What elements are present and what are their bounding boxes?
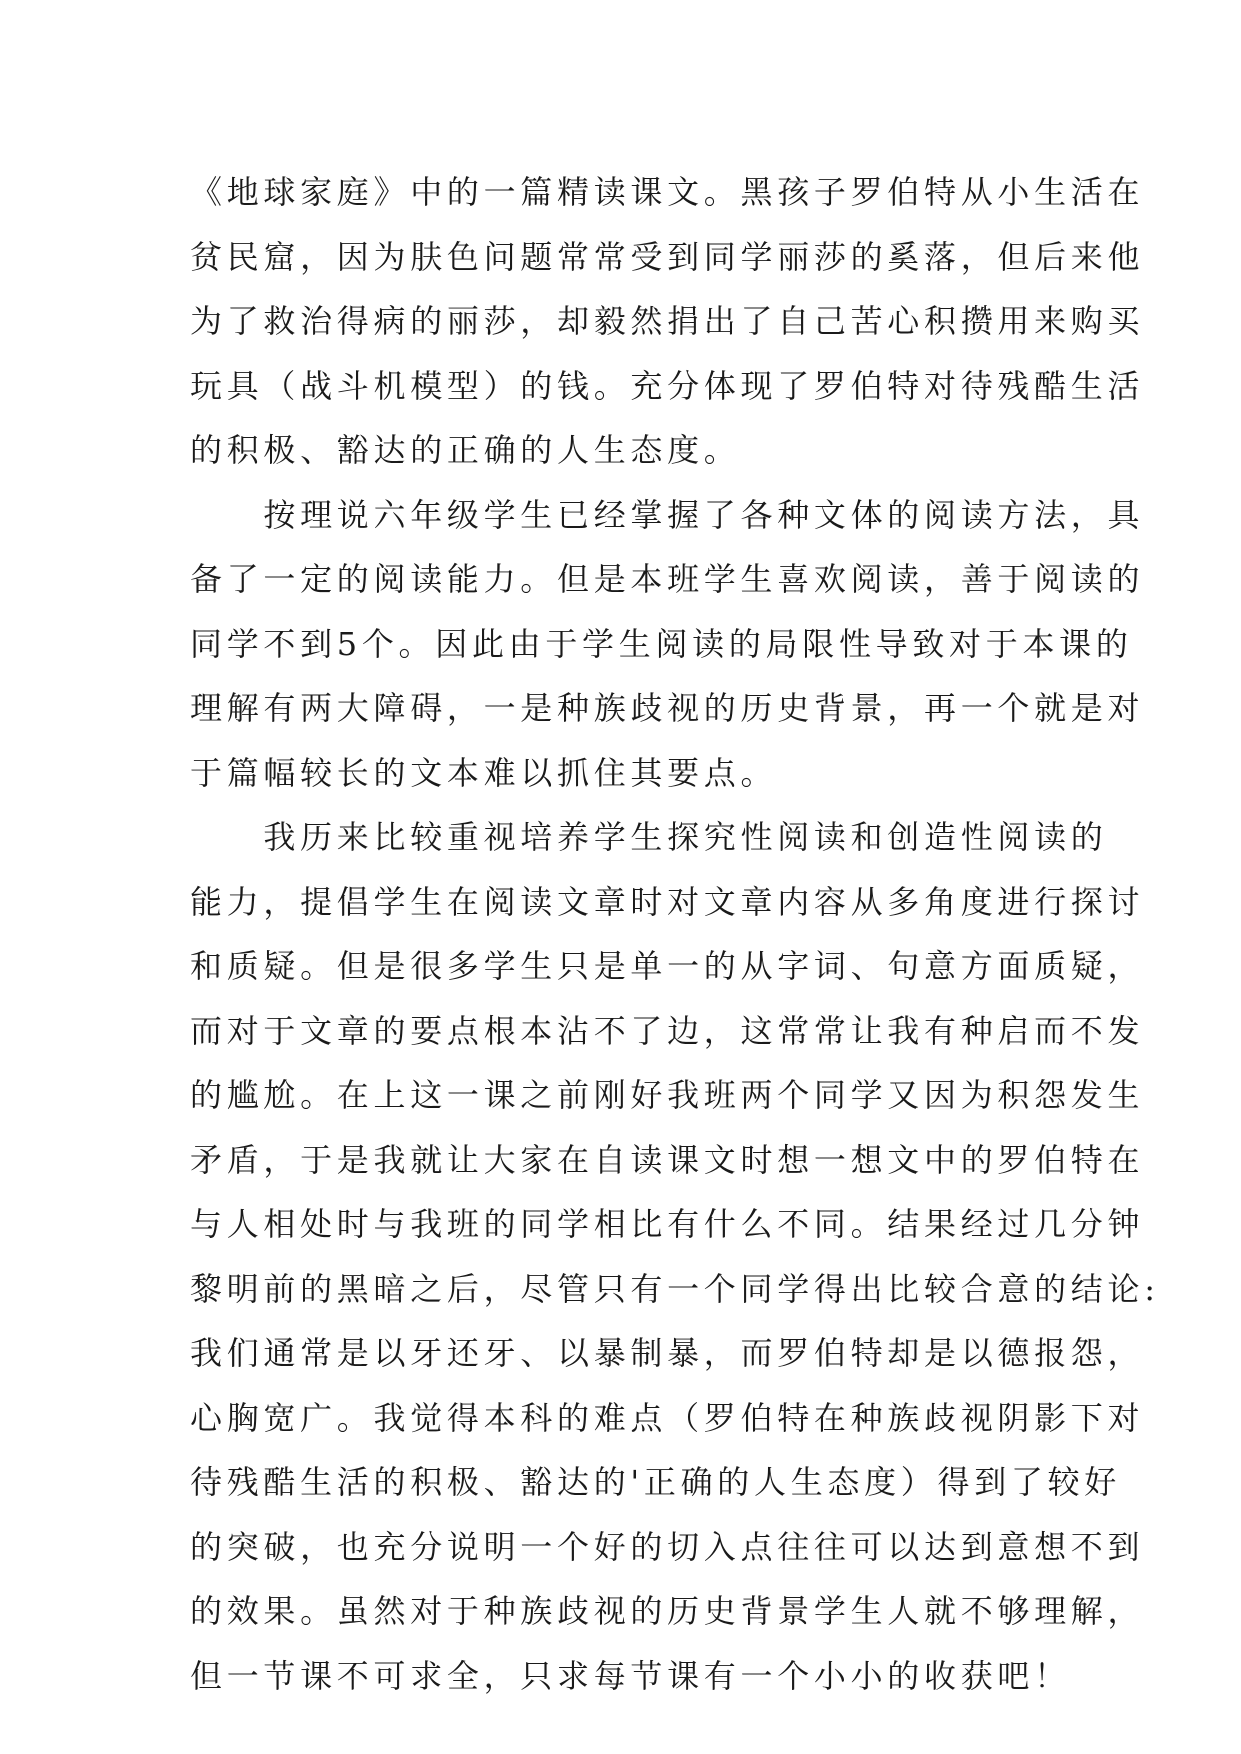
text-line: 的效果。虽然对于种族歧视的历史背景学生人就不够理解， <box>190 1592 1145 1630</box>
text-line: 我历来比较重视培养学生探究性阅读和创造性阅读的 <box>190 818 1108 856</box>
text-line: 但一节课不可求全，只求每节课有一个小小的收获吧！ <box>190 1656 1071 1695</box>
text-line: 《地球家庭》中的一篇精读课文。黑孩子罗伯特从小生活在 <box>190 173 1145 211</box>
text-line: 玩具（战斗机模型）的钱。充分体现了罗伯特对待残酷生活 <box>190 366 1145 405</box>
text-line: 与人相处时与我班的同学相比有什么不同。结果经过几分钟 <box>190 1205 1145 1243</box>
body-text <box>190 160 1160 1708</box>
text-line: 备了一定的阅读能力。但是本班学生喜欢阅读，善于阅读的 <box>190 560 1145 598</box>
text-line: 的积极、豁达的正确的人生态度。 <box>190 431 741 469</box>
text-line: 心胸宽广。我觉得本科的难点（罗伯特在种族歧视阴影下对 <box>190 1398 1145 1437</box>
text-line: 黎明前的黑暗之后，尽管只有一个同学得出比较合意的结论: <box>190 1269 1160 1308</box>
text-line: 的尴尬。在上这一课之前刚好我班两个同学又因为积怨发生 <box>190 1076 1145 1114</box>
text-line: 我们通常是以牙还牙、以暴制暴，而罗伯特却是以德报怨， <box>190 1334 1145 1372</box>
text-line: 贫民窟，因为肤色问题常常受到同学丽莎的奚落，但后来他 <box>190 237 1145 276</box>
text-line: 理解有两大障碍，一是种族歧视的历史背景，再一个就是对 <box>190 689 1145 727</box>
text-line: 的突破，也充分说明一个好的切入点往往可以达到意想不到 <box>190 1527 1145 1566</box>
text-line: 于篇幅较长的文本难以抓住其要点。 <box>190 753 778 792</box>
text-line: 为了救治得病的丽莎，却毅然捐出了自己苦心积攒用来购买 <box>190 302 1145 340</box>
text-line: 待残酷生活的积极、豁达的'正确的人生态度）得到了较好 <box>190 1463 1121 1501</box>
text-line: 矛盾，于是我就让大家在自读课文时想一想文中的罗伯特在 <box>190 1140 1145 1179</box>
text-line: 按理说六年级学生已经掌握了各种文体的阅读方法，具 <box>190 495 1145 534</box>
text-line: 和质疑。但是很多学生只是单一的从字词、句意方面质疑， <box>190 947 1145 985</box>
text-line: 而对于文章的要点根本沾不了边，这常常让我有种启而不发 <box>190 1011 1145 1050</box>
text-line: 同学不到5个。因此由于学生阅读的局限性导致对于本课的 <box>190 624 1133 663</box>
text-line: 能力，提倡学生在阅读文章时对文章内容从多角度进行探讨 <box>190 882 1145 921</box>
